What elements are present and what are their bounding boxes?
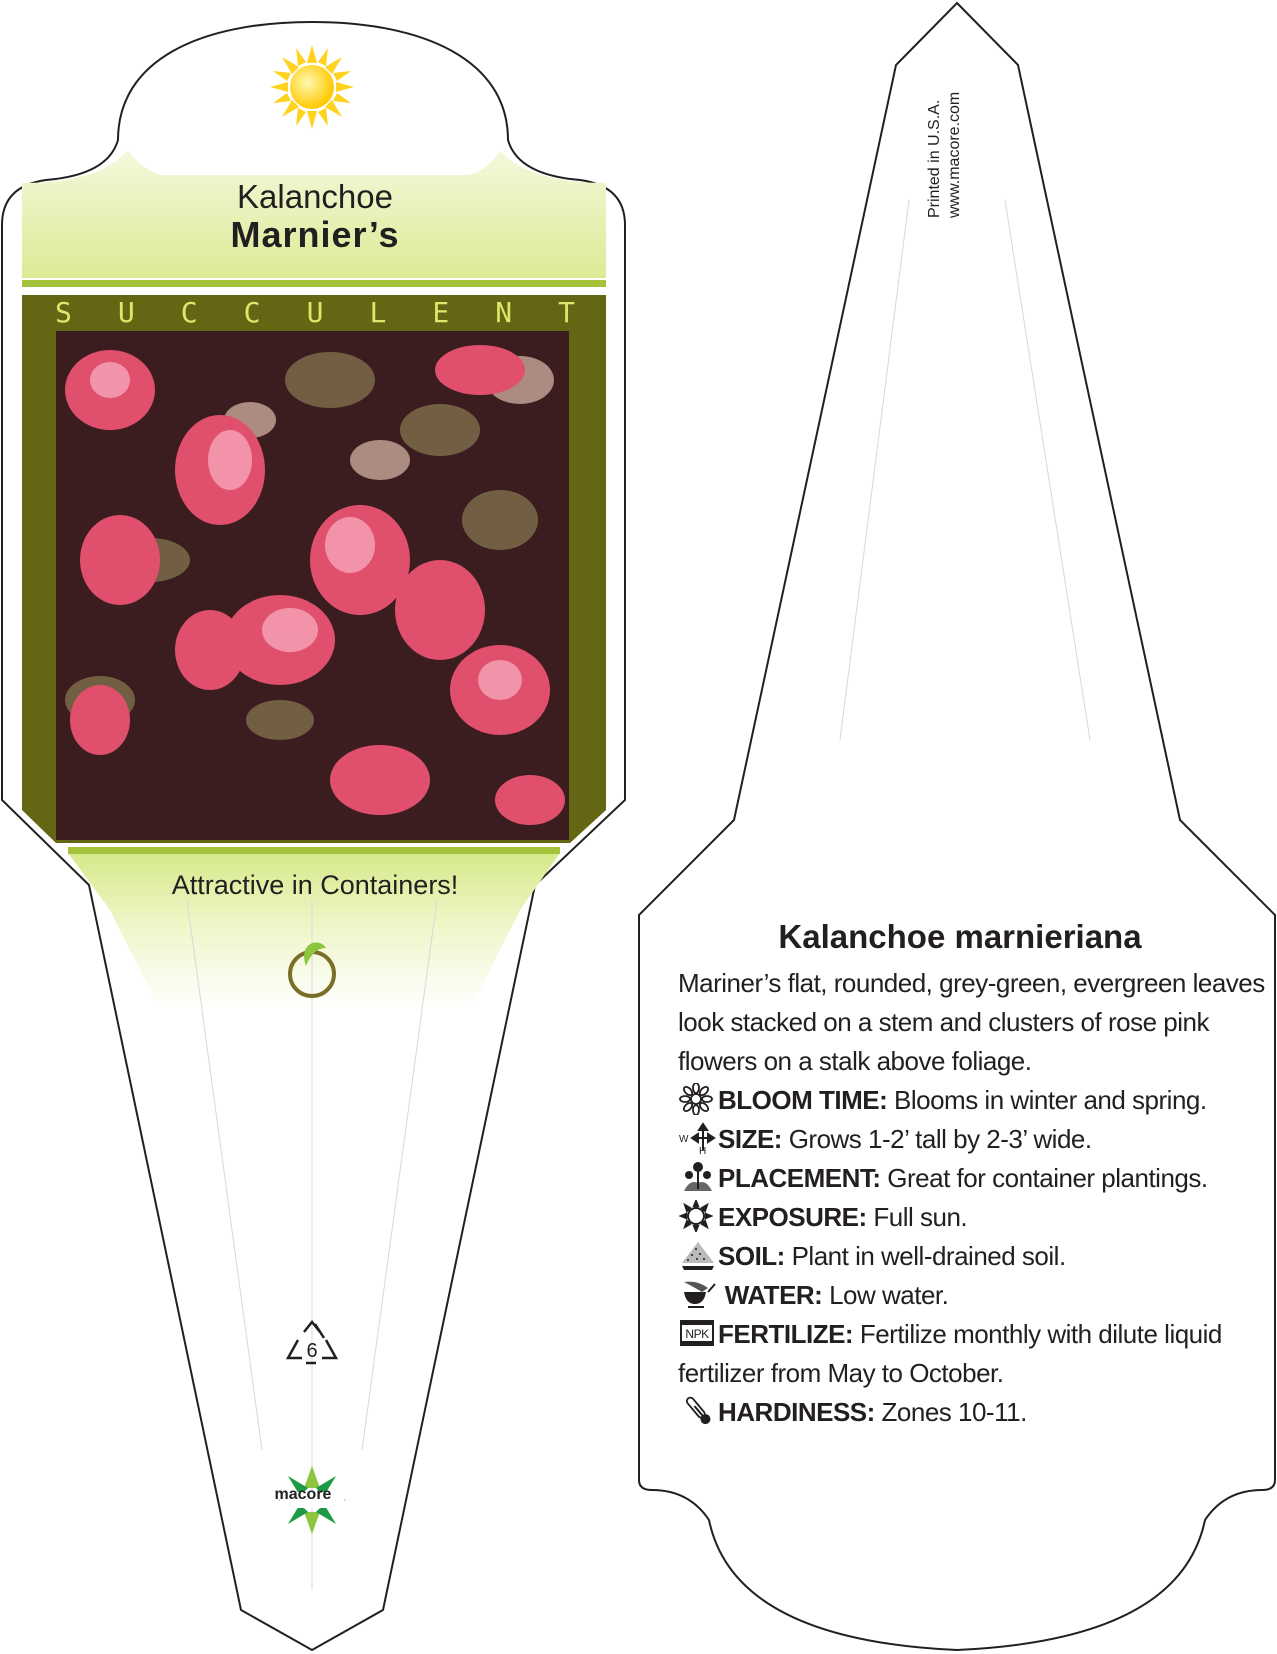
npk-icon [678, 1317, 718, 1349]
care-exposure [678, 1198, 1268, 1237]
category-letter: U [306, 296, 324, 329]
care-label: HARDINESS: [718, 1397, 875, 1427]
thermometer-icon [678, 1395, 718, 1427]
category-letter: U [117, 296, 135, 329]
size-h-label: H [699, 1146, 706, 1154]
care-placement [678, 1159, 1268, 1198]
category-letter: C [243, 296, 261, 329]
printed-in: Printed in U.S.A. [926, 99, 943, 218]
care-text: Zones 10-11. [881, 1397, 1027, 1427]
size-w-label: W [679, 1134, 688, 1145]
care-text: Plant in well-drained soil. [791, 1241, 1066, 1271]
care-text: Great for container plantings. [887, 1163, 1208, 1193]
flower-icon [678, 1083, 718, 1115]
recycle-code: 6 [306, 1340, 318, 1362]
category-letter: L [369, 296, 387, 329]
care-text: Grows 1-2’ tall by 2-3’ wide. [788, 1124, 1092, 1154]
care-label: FERTILIZE: [718, 1319, 854, 1349]
care-label: BLOOM TIME: [718, 1085, 888, 1115]
care-label: PLACEMENT: [718, 1163, 881, 1193]
care-water [678, 1276, 1268, 1315]
care-text: Fertilize monthly with dilute liquid fertilizer from May to October. [678, 1319, 1222, 1388]
botanical-name: Kalanchoe marnieriana [778, 918, 1142, 955]
care-label: EXPOSURE: [718, 1202, 867, 1232]
tagline: Attractive in Containers! [171, 870, 459, 900]
placement-icon [678, 1161, 718, 1193]
print-note [925, 58, 965, 218]
care-soil [678, 1237, 1268, 1276]
care-label: WATER: [724, 1280, 823, 1310]
category-letter: E [432, 296, 450, 329]
care-text: Full sun. [873, 1202, 968, 1232]
care-text: Blooms in winter and spring. [894, 1085, 1207, 1115]
care-info [678, 964, 1268, 1432]
brand-name: macore [274, 1486, 332, 1503]
genus-name: Kalanchoe [237, 178, 393, 215]
soil-icon [678, 1239, 718, 1271]
care-text: Low water. [829, 1280, 949, 1310]
category-letter: C [180, 296, 198, 329]
care-hardiness [678, 1393, 1268, 1432]
plant-photo [56, 331, 569, 840]
care-label: SIZE: [718, 1124, 782, 1154]
sun-icon [270, 45, 354, 129]
category-label [55, 296, 575, 329]
size-arrows-icon [678, 1122, 718, 1154]
cultivar-name: Marnier’s [230, 214, 400, 255]
category-letter: T [558, 296, 575, 329]
care-fertilize [678, 1315, 1268, 1393]
category-letter: N [495, 296, 513, 329]
care-label: SOIL: [718, 1241, 785, 1271]
category-letter: S [55, 296, 72, 329]
website: www.macore.com [946, 91, 963, 218]
sun-outline-icon [678, 1200, 718, 1232]
care-size [678, 1120, 1268, 1159]
description: Mariner’s flat, rounded, grey-green, evergreen leaves look stacked on a stem and clusters of rose pink flowers on a stalk above foliage. [678, 968, 1265, 1076]
watering-can-icon [678, 1278, 718, 1310]
npk-label: NPK [685, 1327, 709, 1341]
care-bloom [678, 1081, 1268, 1120]
